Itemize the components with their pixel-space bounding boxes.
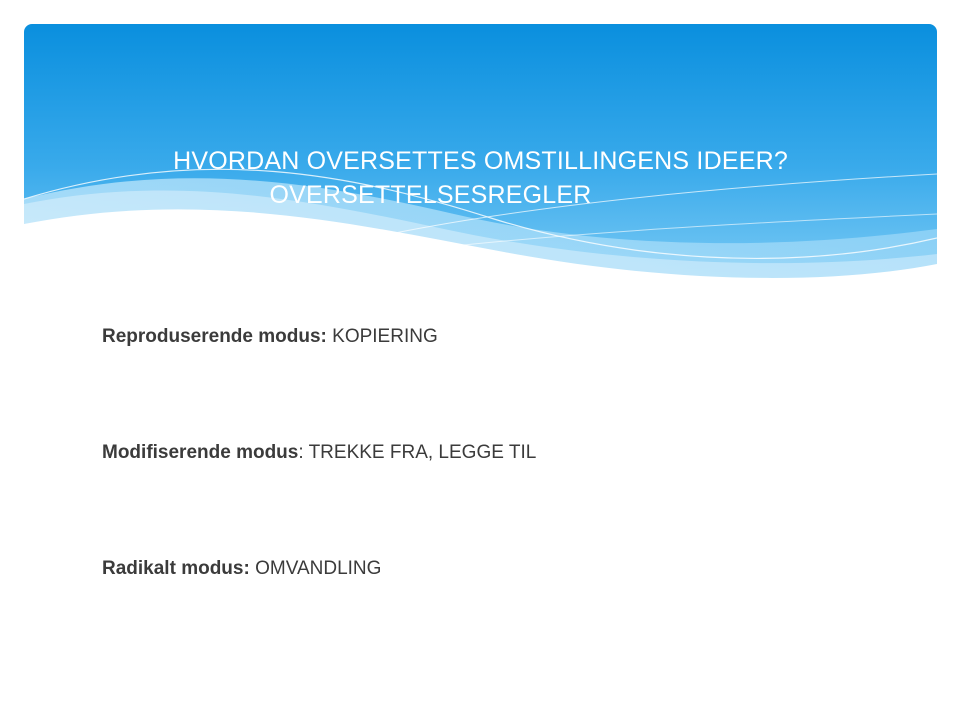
header-banner	[24, 24, 937, 284]
list-item	[102, 558, 381, 580]
item-separator: :	[298, 442, 304, 463]
title-line-1: HVORDAN OVERSETTES OMSTILLINGENS IDEER?	[173, 147, 788, 175]
item-label: Modifiserende modus	[102, 442, 299, 463]
item-label: Reproduserende modus:	[102, 326, 327, 347]
title-line-2: OVERSETTELSESREGLER	[269, 181, 592, 209]
list-item	[102, 326, 438, 348]
item-value: KOPIERING	[326, 326, 438, 347]
slide-title	[24, 144, 937, 212]
list-item	[102, 442, 536, 464]
item-value: OMVANDLING	[249, 558, 382, 579]
item-value: TREKKE FRA, LEGGE TIL	[303, 442, 537, 463]
item-label: Radikalt modus:	[102, 558, 250, 579]
